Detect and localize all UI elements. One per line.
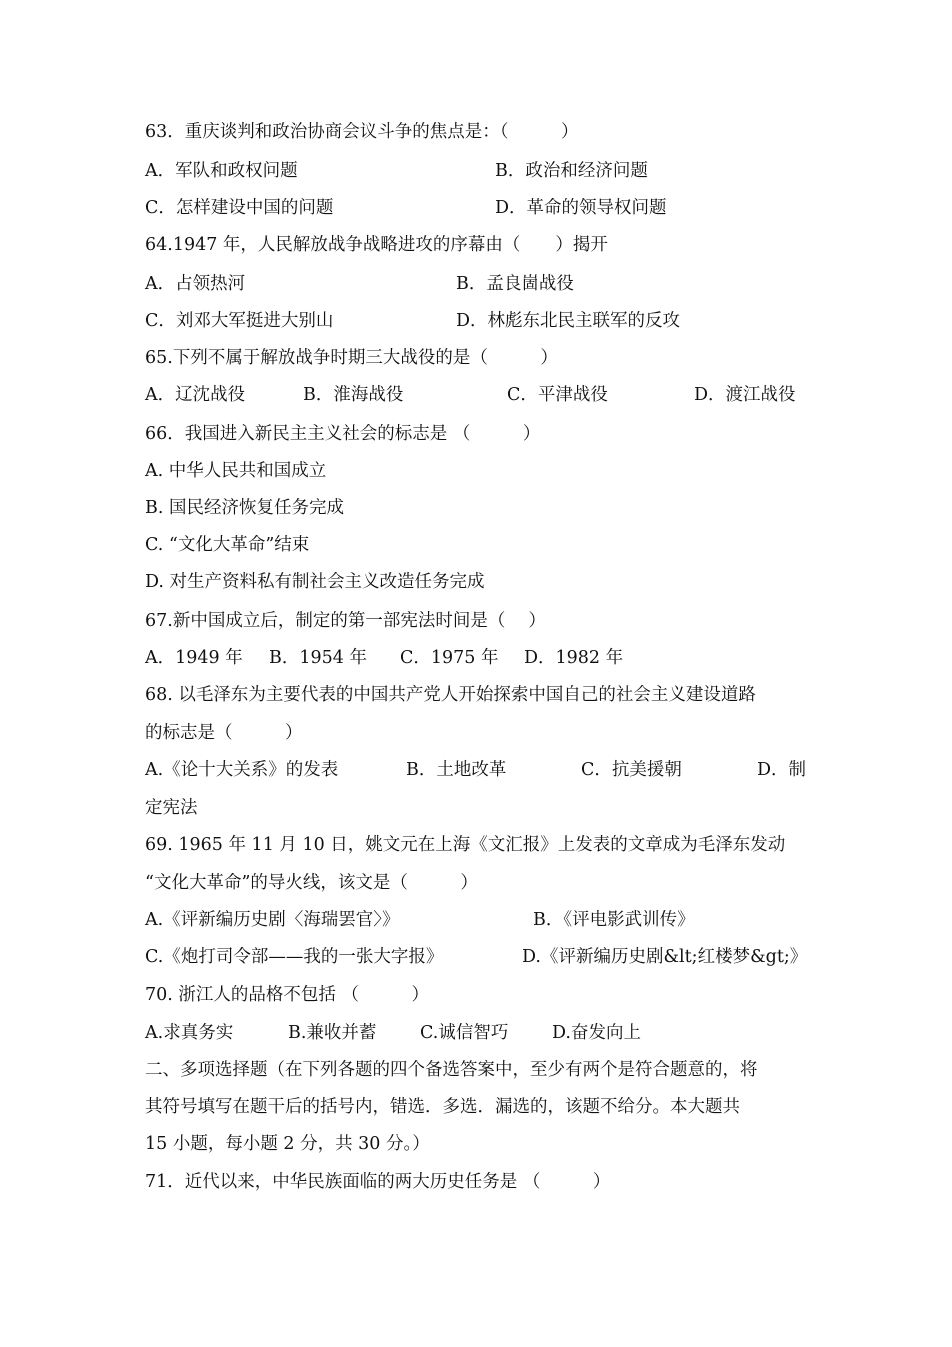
question-67-stem: 67.新中国成立后，制定的第一部宪法时间是（ ） <box>145 611 546 631</box>
question-69-option-d: D.《评新编历史剧&lt;红楼梦&gt;》 <box>522 947 808 967</box>
question-68-option-c: C．抗美援朝 <box>581 760 682 780</box>
question-68-stem-line-2: 的标志是（ ） <box>145 723 303 743</box>
question-63-option-a: A．军队和政权问题 <box>145 161 298 181</box>
question-68-stem-line-1: 68. 以毛泽东为主要代表的中国共产党人开始探索中国自己的社会主义建设道路 <box>145 685 756 705</box>
question-70-option-c: C.诚信智巧 <box>420 1023 509 1043</box>
section-2-heading-line-3: 15 小题，每小题 2 分，共 30 分。） <box>145 1134 430 1154</box>
question-69-option-b: B．《评电影武训传》 <box>533 910 695 930</box>
question-68-option-d-continued: 定宪法 <box>145 798 198 818</box>
question-63-option-c: C．怎样建设中国的问题 <box>145 198 334 218</box>
question-66-option-d: D. 对生产资料私有制社会主义改造任务完成 <box>145 572 485 592</box>
question-64-stem: 64.1947 年，人民解放战争战略进攻的序幕由（ ）揭开 <box>145 235 608 255</box>
question-68-option-a: A.《论十大关系》的发表 <box>145 760 339 780</box>
question-63-option-b: B．政治和经济问题 <box>495 161 648 181</box>
question-65-option-a: A．辽沈战役 <box>145 385 246 405</box>
question-65-stem: 65.下列不属于解放战争时期三大战役的是（ ） <box>145 348 558 368</box>
question-63-option-d: D．革命的领导权问题 <box>495 198 667 218</box>
question-70-option-d: D.奋发向上 <box>552 1023 641 1043</box>
question-71-stem: 71．近代以来，中华民族面临的两大历史任务是 （ ） <box>145 1172 611 1192</box>
question-66-stem: 66．我国进入新民主主义社会的标志是 （ ） <box>145 424 541 444</box>
question-69-stem-line-1: 69. 1965 年 11 月 10 日，姚文元在上海《文汇报》上发表的文章成为毛泽东发动 <box>145 835 786 855</box>
question-66-option-a: A. 中华人民共和国成立 <box>145 461 327 481</box>
question-67-option-b: B．1954 年 <box>269 648 367 668</box>
question-69-stem-line-2: “文化大革命”的导火线，该文是（ ） <box>145 873 478 893</box>
question-63-stem: 63．重庆谈判和政治协商会议斗争的焦点是：（ ） <box>145 122 579 142</box>
question-66-option-c: C. “文化大革命”结束 <box>145 535 310 555</box>
question-69-option-a: A.《评新编历史剧〈海瑞罢官〉》 <box>145 910 400 930</box>
question-70-option-a: A.求真务实 <box>145 1023 234 1043</box>
section-2-heading-line-2: 其符号填写在题干后的括号内，错选．多选．漏选的，该题不给分。本大题共 <box>145 1097 740 1117</box>
question-64-option-d: D．林彪东北民主联军的反攻 <box>456 311 681 331</box>
question-66-option-b: B. 国民经济恢复任务完成 <box>145 498 344 518</box>
section-2-heading-line-1: 二、多项选择题（在下列各题的四个备选答案中，至少有两个是符合题意的，将 <box>145 1060 758 1080</box>
question-68-option-b: B．土地改革 <box>406 760 507 780</box>
question-69-option-c: C.《炮打司令部——我的一张大字报》 <box>145 947 444 967</box>
question-65-option-d: D．渡江战役 <box>694 385 796 405</box>
question-65-option-c: C．平津战役 <box>507 385 608 405</box>
question-68-option-d: D．制 <box>757 760 807 780</box>
question-64-option-c: C．刘邓大军挺进大别山 <box>145 311 334 331</box>
question-70-stem: 70. 浙江人的品格不包括 （ ） <box>145 985 429 1005</box>
question-67-option-d: D．1982 年 <box>524 648 624 668</box>
question-67-option-c: C．1975 年 <box>400 648 499 668</box>
question-70-option-b: B.兼收并蓄 <box>288 1023 377 1043</box>
question-67-option-a: A．1949 年 <box>145 648 243 668</box>
question-64-option-a: A．占领热河 <box>145 274 246 294</box>
question-65-option-b: B．淮海战役 <box>303 385 404 405</box>
question-64-option-b: B．孟良崮战役 <box>456 274 574 294</box>
